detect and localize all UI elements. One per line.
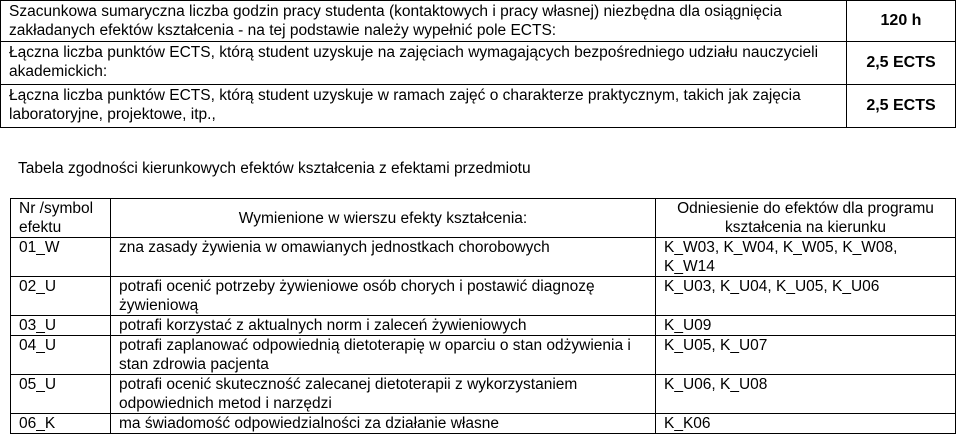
ects-row-hours [1, 1, 956, 42]
ects-label: Łączna liczba punktów ECTS, którą student uzyskuje na zajęciach wymagających bezpośredniego udziału nauczycieli akademickich: [1, 42, 847, 85]
header-reference: Odniesienie do efektów dla programu kształcenia na kierunku [656, 199, 956, 238]
effect-reference: K_U09 [656, 316, 956, 336]
effect-reference: K_W03, K_W04, K_W05, K_W08, K_W14 [656, 238, 956, 277]
table-row [11, 277, 956, 316]
table-row [11, 375, 956, 414]
ects-label: Szacunkowa sumaryczna liczba godzin pracy studenta (kontaktowych i pracy własnej) niezbędna dla osiągnięcia zakładanych efektów kształcenia - na tej podstawie należy wypełnić pole ECTS: [1, 1, 847, 42]
table-row [11, 316, 956, 336]
ects-value: 2,5 ECTS [847, 42, 956, 85]
header-description: Wymienione w wierszu efekty kształcenia: [111, 199, 656, 238]
ects-row-direct [1, 42, 956, 85]
ects-summary-table [0, 0, 956, 128]
effect-description: potrafi ocenić skuteczność zalecanej dietoterapii z wykorzystaniem odpowiednich metod i narzędzi [111, 375, 656, 414]
effect-reference: K_U03, K_U04, K_U05, K_U06 [656, 277, 956, 316]
effects-header-row [11, 199, 956, 238]
effect-symbol: 02_U [11, 277, 111, 316]
effect-description: zna zasady żywienia w omawianych jednostkach chorobowych [111, 238, 656, 277]
table-row [11, 238, 956, 277]
effect-reference: K_K06 [656, 414, 956, 434]
ects-label: Łączna liczba punktów ECTS, którą student uzyskuje w ramach zajęć o charakterze praktycznym, takich jak zajęcia laboratoryjne, projektowe, itp., [1, 85, 847, 128]
effect-symbol: 01_W [11, 238, 111, 277]
ects-row-practical [1, 85, 956, 128]
header-symbol: Nr /symbol efektu [11, 199, 111, 238]
effect-symbol: 03_U [11, 316, 111, 336]
effect-description: ma świadomość odpowiedzialności za działanie własne [111, 414, 656, 434]
table-row [11, 336, 956, 375]
effect-symbol: 04_U [11, 336, 111, 375]
section-heading: Tabela zgodności kierunkowych efektów kształcenia z efektami przedmiotu [18, 160, 531, 177]
effect-symbol: 06_K [11, 414, 111, 434]
ects-value: 120 h [847, 1, 956, 42]
effect-symbol: 05_U [11, 375, 111, 414]
ects-value: 2,5 ECTS [847, 85, 956, 128]
table-row [11, 414, 956, 434]
effect-description: potrafi ocenić potrzeby żywieniowe osób chorych i postawić diagnozę żywieniową [111, 277, 656, 316]
effect-reference: K_U06, K_U08 [656, 375, 956, 414]
effect-description: potrafi korzystać z aktualnych norm i zaleceń żywieniowych [111, 316, 656, 336]
effects-table [10, 198, 956, 434]
effect-description: potrafi zaplanować odpowiednią dietoterapię w oparciu o stan odżywienia i stan zdrowia pacjenta [111, 336, 656, 375]
effect-reference: K_U05, K_U07 [656, 336, 956, 375]
